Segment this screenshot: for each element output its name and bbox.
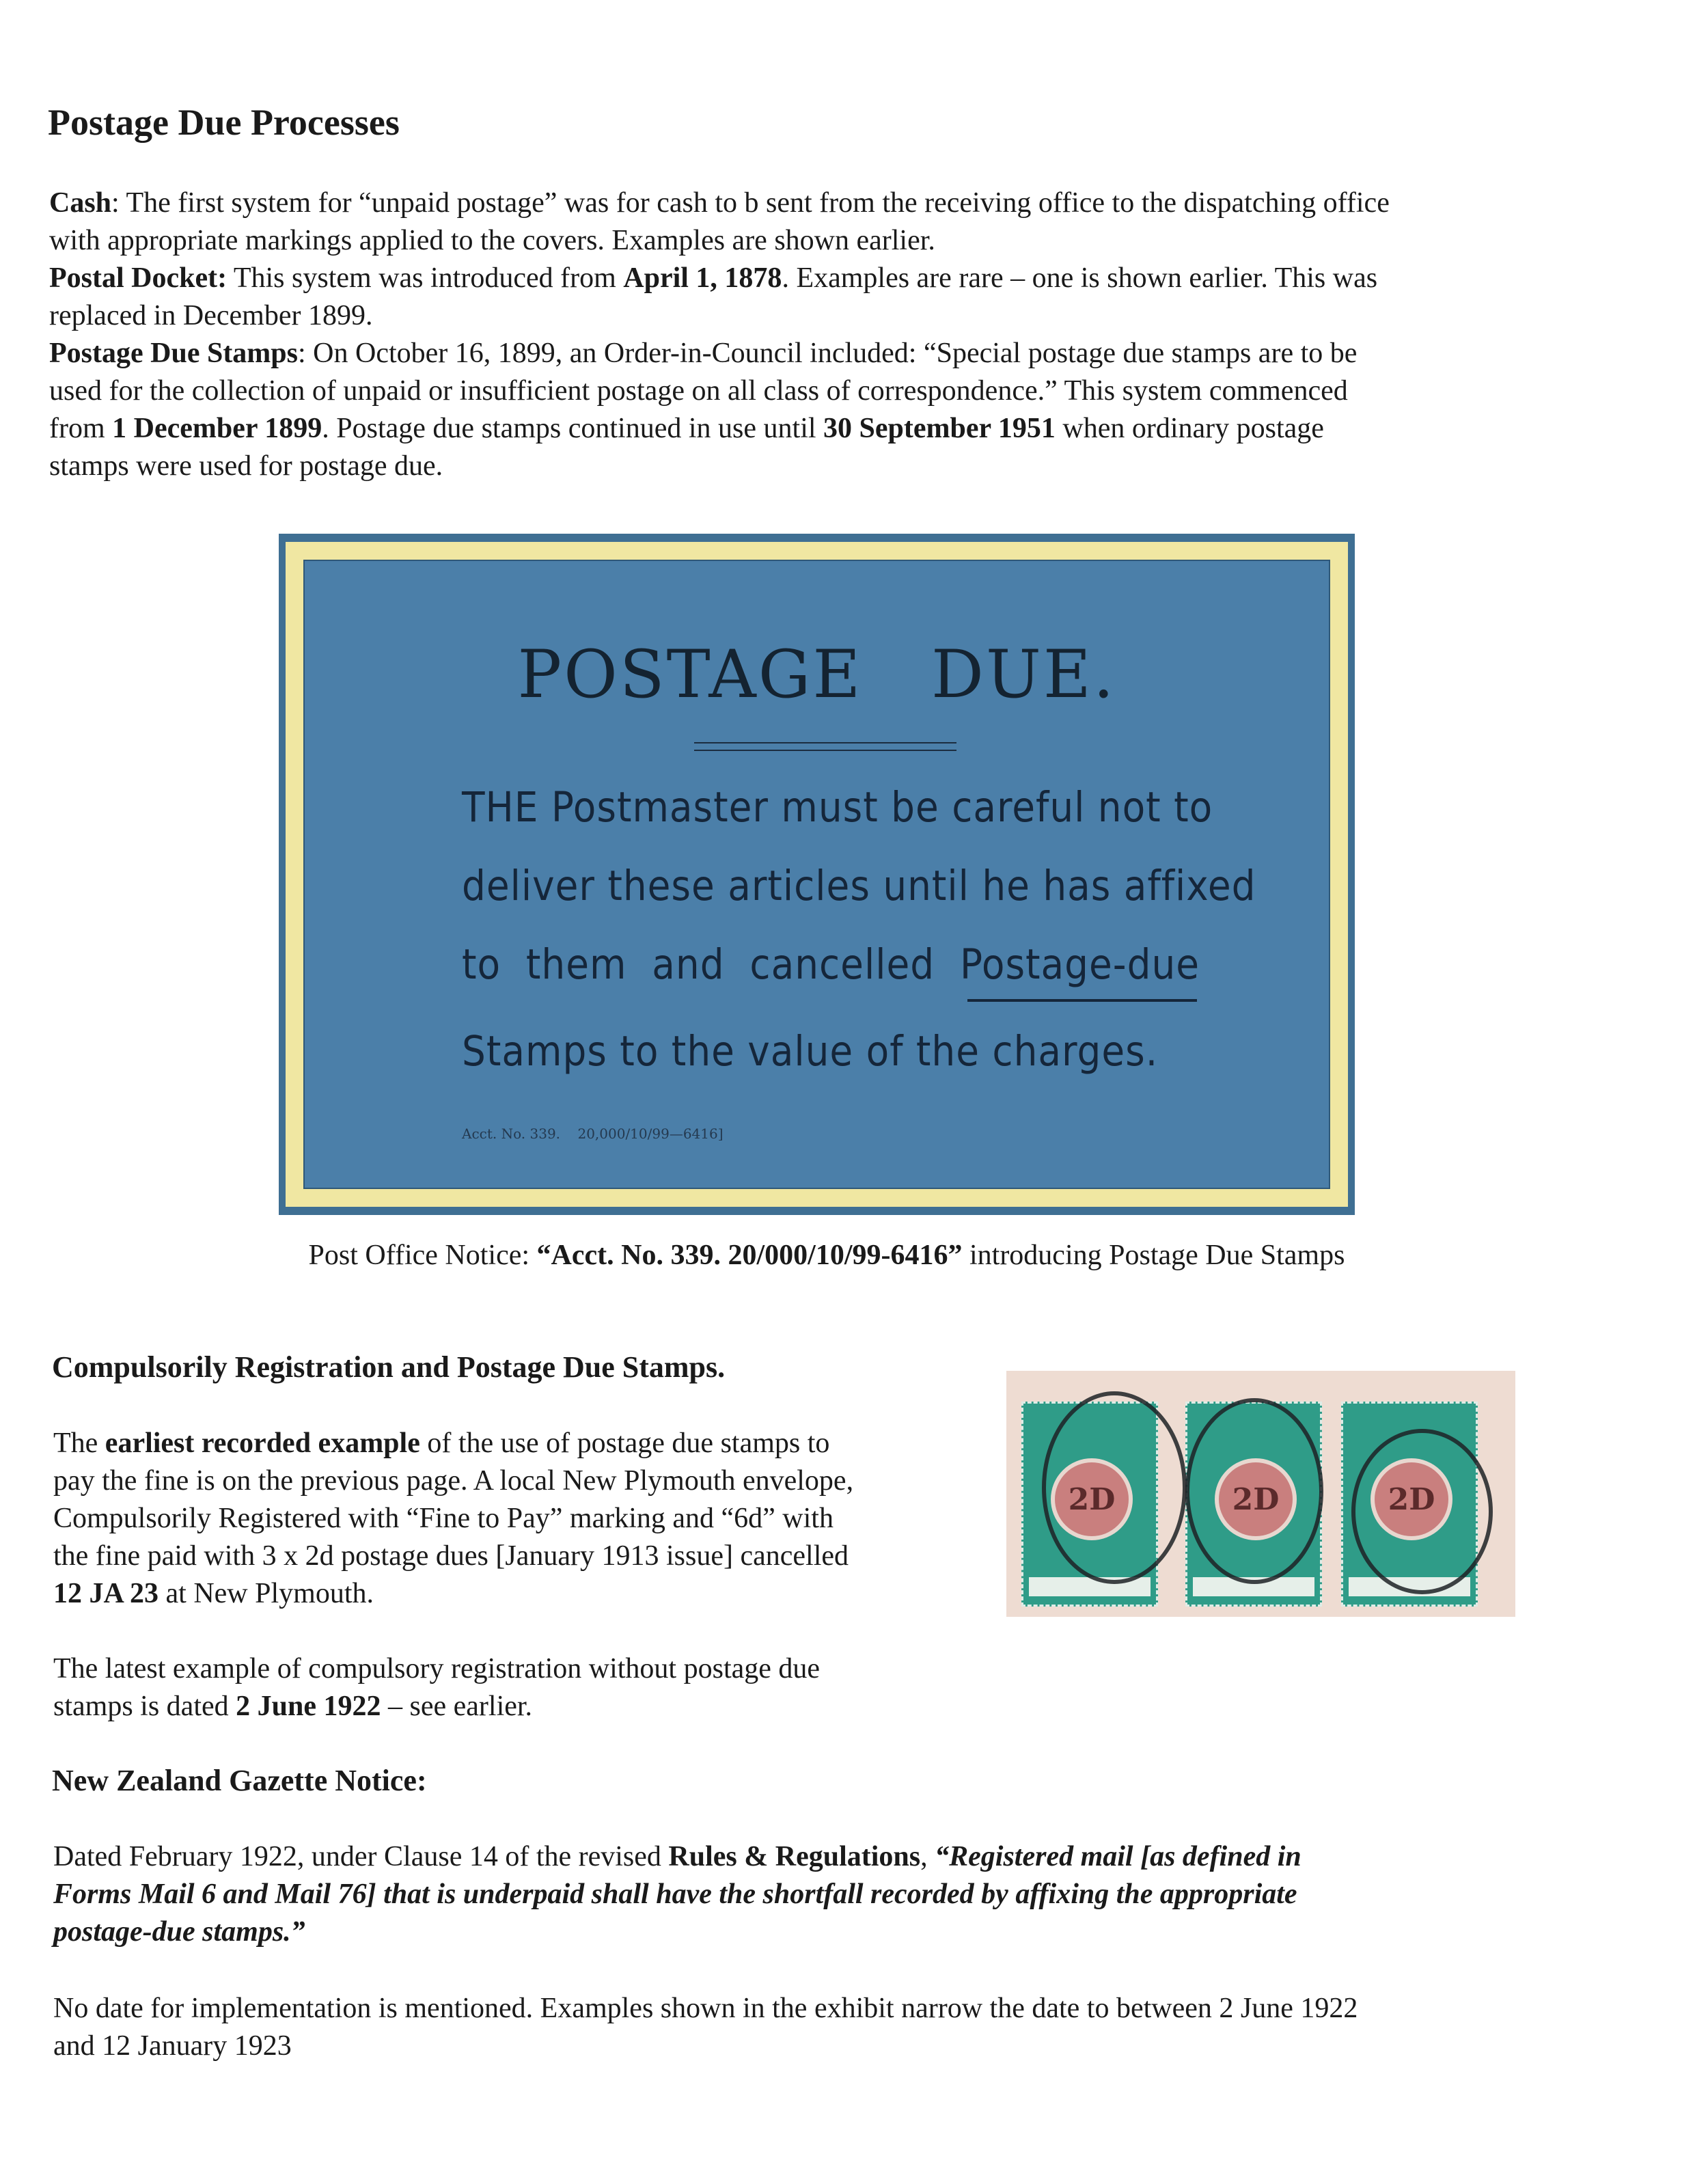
cancellation-mark — [1042, 1391, 1187, 1584]
postage-due-notice-image — [279, 534, 1355, 1215]
docket-label: Postal Docket: — [49, 262, 228, 294]
notice-line-4: Stamps to the value of the charges. — [462, 1027, 1159, 1076]
stamp-value: 2D — [1215, 1458, 1297, 1540]
postage-due-stamps-image — [1006, 1371, 1515, 1617]
compulsory-paragraph-1: The earliest recorded example of the use of postage due stamps to pay the fine is on the previous page. A local New Plymouth envelope, Compulsorily Registered with “Fine to Pay” marking and “6d” with the fine paid with 3 x 2d postage dues [January 1913 issue] cancelled 12 JA 23 at New Plymouth. — [53, 1428, 854, 1609]
stamp-value: 2D — [1370, 1458, 1452, 1540]
notice-caption: Post Office Notice: “Acct. No. 339. 20/000/10/99-6416” introducing Postage Due Stamps — [308, 1240, 1345, 1271]
notice-underline — [967, 999, 1197, 1002]
cash-paragraph: Cash: The first system for “unpaid postage” was for cash to b sent from the receiving office to the dispatching office with appropriate markings applied to the covers. Examples are shown earlier. — [49, 187, 1390, 256]
notice-account-number: Acct. No. 339. 20,000/10/99—6416] — [462, 1125, 724, 1142]
cancellation-mark — [1351, 1429, 1493, 1594]
gazette-paragraph: Dated February 1922, under Clause 14 of the revised Rules & Regulations, “Registered mail [as defined in Forms Mail 6 and Mail 76] that is underpaid shall have the shortfall recorded by affixing the appropriate postage-due stamps.” — [53, 1841, 1301, 1948]
notice-title: POSTAGE DUE. — [517, 636, 1116, 713]
gazette-heading: New Zealand Gazette Notice: — [52, 1764, 427, 1797]
postage-due-stamps-paragraph: Postage Due Stamps: On October 16, 1899, an Order-in-Council included: “Special postage due stamps are to be used for the collection of unpaid or insufficient postage on all class of correspondence.” This system commenced from 1 December 1899. Postage due stamps continued in use until 30 September 1951 when ordinary postage stamps were used for postage due. — [49, 338, 1358, 482]
stamps-label: Postage Due Stamps — [49, 338, 298, 369]
postage-due-underlined: Postage-due — [959, 940, 1200, 989]
docket-paragraph: Postal Docket: This system was introduced from April 1, 1878. Examples are rare – one is shown earlier. This was replaced in December 1899. — [49, 262, 1378, 331]
implementation-paragraph: No date for implementation is mentioned. Examples shown in the exhibit narrow the date to between 2 June 1922 and 12 January 1923 — [53, 1993, 1358, 2062]
page-title: Postage Due Processes — [48, 102, 400, 143]
notice-mat — [286, 542, 1348, 1207]
cancellation-mark — [1185, 1398, 1323, 1584]
notice-line-3: to them and cancelled Postage-due — [462, 940, 1200, 989]
intro-section — [49, 185, 1675, 485]
notice-rule — [694, 742, 956, 751]
stamp-value: 2D — [1051, 1458, 1133, 1540]
compulsory-heading: Compulsorily Registration and Postage Due Stamps. — [52, 1350, 726, 1384]
notice-line-1: THE Postmaster must be careful not to — [462, 783, 1213, 832]
compulsory-paragraph-2: The latest example of compulsory registration without postage due stamps is dated 2 June 1922 – see earlier. — [53, 1653, 821, 1722]
notice-line-2: deliver these articles until he has affixed — [462, 862, 1256, 910]
notice-card — [303, 560, 1330, 1189]
cash-label: Cash — [49, 187, 112, 219]
